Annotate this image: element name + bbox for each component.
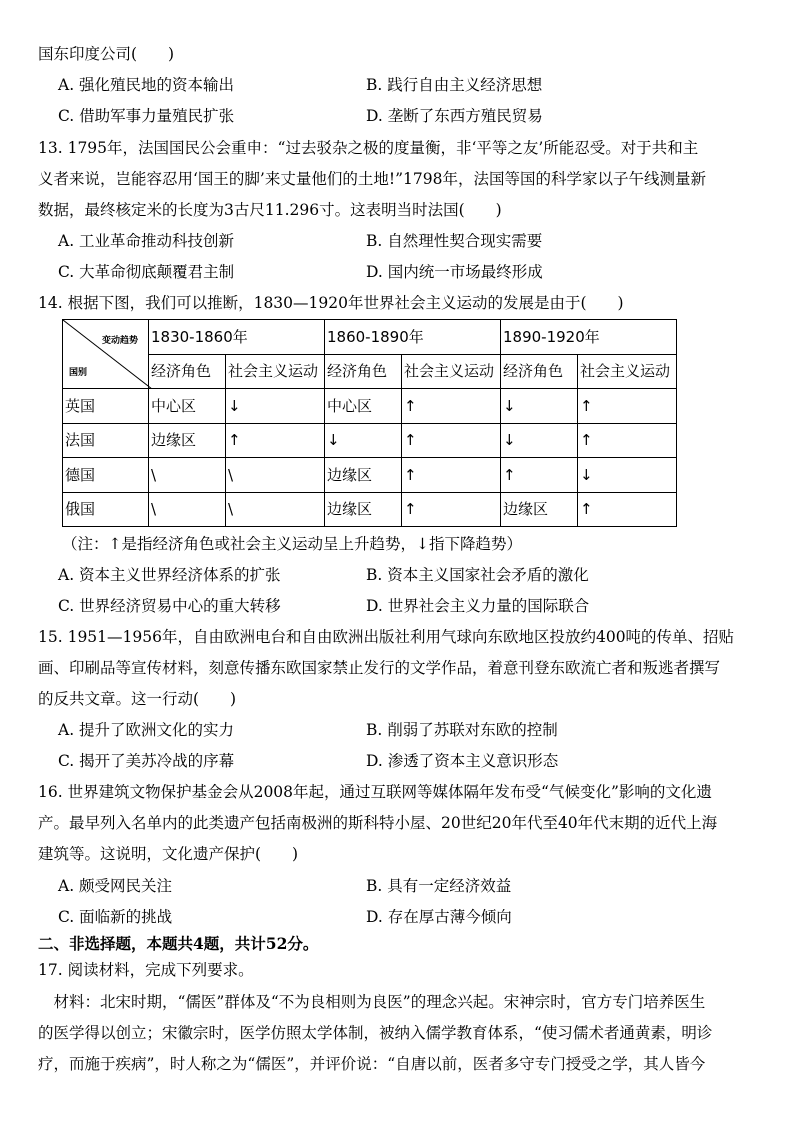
q15-option-a: A. 提升了欧洲文化的实力 [58, 721, 235, 739]
sub-header: 经济角色 [501, 354, 578, 389]
table-cell: ↓ [501, 423, 578, 458]
q14-stem-line1: 14. 根据下图，我们可以推断，1830—1920年世界社会主义运动的发展是由于( ) [38, 294, 624, 312]
q16-option-d: D. 存在厚古薄今倾向 [366, 908, 512, 926]
table-cell: \ [226, 458, 325, 493]
q14-option-c: C. 世界经济贸易中心的重大转移 [58, 597, 281, 615]
q14-option-b: B. 资本主义国家社会矛盾的激化 [366, 566, 589, 584]
table-cell: ↓ [226, 389, 325, 424]
table-cell: \ [149, 492, 226, 527]
table-cell: 边缘区 [149, 423, 226, 458]
table-cell: ↑ [402, 458, 501, 493]
q13-stem-line3: 数据，最终核定米的长度为3古尺11.296寸。这表明当时法国( ) [38, 201, 502, 219]
corner-label-trend: 变动趋势 [101, 336, 138, 346]
table-cell: ↑ [402, 492, 501, 527]
section-heading: 二、非选择题，本题共4题，共计52分。 [38, 934, 319, 953]
table-cell: 边缘区 [325, 458, 402, 493]
q13-stem-line2: 义者来说，岂能容忍用‘国王的脚’来丈量他们的土地!”1798年，法国等国的科学家以子午线测量新 [38, 170, 706, 188]
q13-option-c: C. 大革命彻底颠覆君主制 [58, 263, 235, 281]
table-cell: ↑ [578, 389, 677, 424]
q16-stem-line3: 建筑等。这说明，文化遗产保护( ) [38, 845, 299, 863]
table-cell: 边缘区 [501, 492, 578, 527]
q15-stem-line2: 画、印刷品等宣传材料，刻意传播东欧国家禁止发行的文学作品，着意刊登东欧流亡者和叛逃者撰写 [38, 659, 721, 677]
q13-option-d: D. 国内统一市场最终形成 [366, 263, 543, 281]
q12-option-a: A. 强化殖民地的资本输出 [58, 76, 235, 94]
q17-material-line1: 材料：北宋时期，“儒医”群体及“不为良相则为良医”的理念兴起。宋神宗时，官方专门培养医生 [38, 993, 706, 1011]
q15-option-b: B. 削弱了苏联对东欧的控制 [366, 721, 558, 739]
table-cell: 中心区 [149, 389, 226, 424]
country-cell: 俄国 [63, 492, 149, 527]
q14-table-note: （注：↑是指经济角色或社会主义运动呈上升趋势，↓指下降趋势） [62, 535, 522, 553]
sub-header: 经济角色 [325, 354, 402, 389]
q13-option-a: A. 工业革命推动科技创新 [58, 232, 235, 250]
q16-option-b: B. 具有一定经济效益 [366, 877, 512, 895]
table-row [63, 389, 677, 424]
table-cell: 边缘区 [325, 492, 402, 527]
q14-option-d: D. 世界社会主义力量的国际联合 [366, 597, 590, 615]
sub-header: 经济角色 [149, 354, 226, 389]
q13-stem-line1: 13. 1795年，法国国民公会重申：“过去驳杂之极的度量衡，非‘平等之友’所能忍受。对于共和主 [38, 139, 699, 157]
country-cell: 英国 [63, 389, 149, 424]
q12-stem-tail: 国东印度公司( ) [38, 45, 175, 63]
table-row [63, 423, 677, 458]
table-cell: ↑ [578, 492, 677, 527]
q17-material-line2: 的医学得以创立；宋徽宗时，医学仿照太学体制，被纳入儒学教育体系，“使习儒术者通黄素，明诊 [38, 1024, 713, 1042]
table-cell: ↓ [501, 389, 578, 424]
sub-header: 社会主义运动 [578, 354, 677, 389]
table-cell: ↑ [578, 423, 677, 458]
period-header: 1860-1890年 [325, 320, 501, 355]
trend-table [62, 319, 677, 527]
q17-material-line3: 疗，而施于疾病”，时人称之为“儒医”，并评价说：“自唐以前，医者多守专门授受之学，其人皆今 [38, 1055, 706, 1073]
q14-option-a: A. 资本主义世界经济体系的扩张 [58, 566, 281, 584]
table-cell: ↑ [402, 389, 501, 424]
q12-option-b: B. 践行自由主义经济思想 [366, 76, 543, 94]
q17-stem-line1: 17. 阅读材料，完成下列要求。 [38, 961, 254, 979]
q16-stem-line2: 产。最早列入名单内的此类遗产包括南极洲的斯科特小屋、20世纪20年代至40年代末期的近代上海 [38, 814, 718, 832]
table-cell: \ [149, 458, 226, 493]
country-cell: 法国 [63, 423, 149, 458]
q15-stem-line3: 的反共文章。这一行动( ) [38, 690, 237, 708]
table-cell: \ [226, 492, 325, 527]
q15-option-d: D. 渗透了资本主义意识形态 [366, 752, 559, 770]
table-cell: ↓ [325, 423, 402, 458]
table-row [63, 458, 677, 493]
q12-option-c: C. 借助军事力量殖民扩张 [58, 107, 235, 125]
sub-header: 社会主义运动 [226, 354, 325, 389]
sub-header: 社会主义运动 [402, 354, 501, 389]
period-header: 1830-1860年 [149, 320, 325, 355]
q12-option-d: D. 垄断了东西方殖民贸易 [366, 107, 543, 125]
country-cell: 德国 [63, 458, 149, 493]
q16-option-a: A. 颇受网民关注 [58, 877, 173, 895]
period-header: 1890-1920年 [501, 320, 677, 355]
table-cell: ↑ [226, 423, 325, 458]
q16-stem-line1: 16. 世界建筑文物保护基金会从2008年起，通过互联网等媒体隔年发布受“气候变化”影响的文化遗 [38, 783, 712, 801]
q15-stem-line1: 15. 1951—1956年，自由欧洲电台和自由欧洲出版社利用气球向东欧地区投放约400吨的传单、招贴 [38, 628, 735, 646]
table-corner-cell [63, 320, 149, 389]
table-cell: ↓ [578, 458, 677, 493]
table-cell: ↑ [402, 423, 501, 458]
table-cell: 中心区 [325, 389, 402, 424]
q16-option-c: C. 面临新的挑战 [58, 908, 173, 926]
table-row [63, 492, 677, 527]
q15-option-c: C. 揭开了美苏冷战的序幕 [58, 752, 235, 770]
q13-option-b: B. 自然理性契合现实需要 [366, 232, 543, 250]
corner-label-country: 国别 [69, 368, 88, 378]
table-cell: ↑ [501, 458, 578, 493]
